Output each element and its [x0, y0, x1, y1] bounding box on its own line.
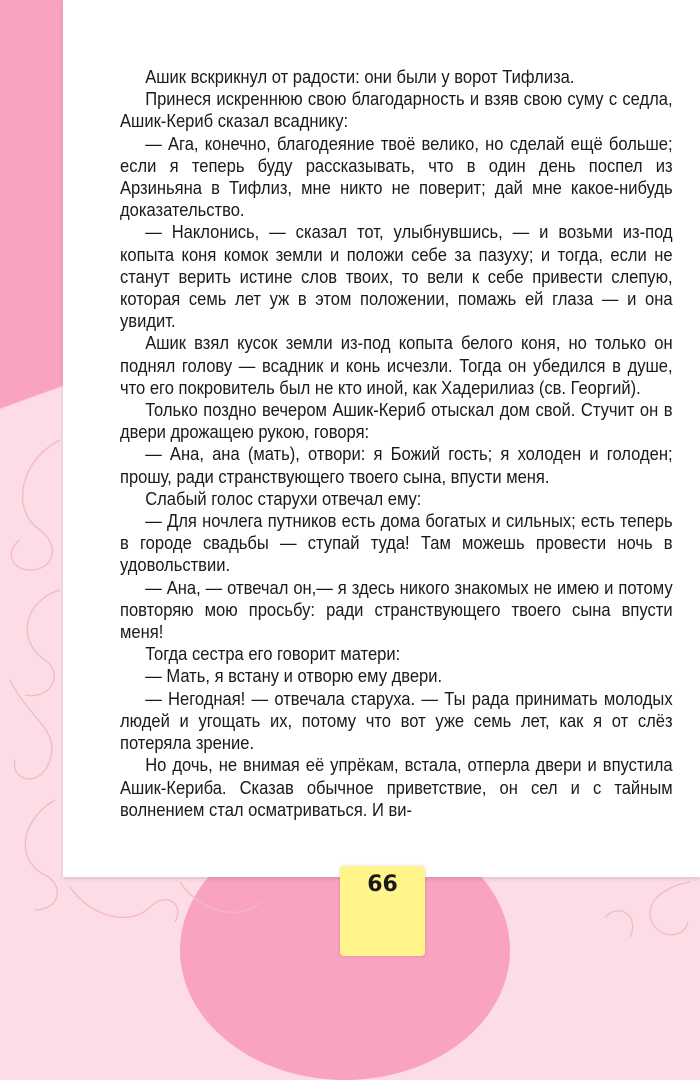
paragraph: — Ага, конечно, благодеяние твоё велико, но сделай ещё больше; если я теперь буду рассказывать, что в один день поспел из Арзиньяна в Тифлиз, мне никто не поверит; дай мне какое-нибудь доказательство. — [120, 132, 673, 221]
page-number-tab — [340, 866, 425, 956]
paragraph: — Наклонись, — сказал тот, улыбнувшись, — и возьми из-под копыта коня комок земли и положи себе за пазуху; и тогда, если не станут верить истине слов твоих, то вели к себе привести слепую, которая семь лет уж в этом положении, помажь ей глаза — и она увидит. — [120, 221, 673, 332]
paragraph: — Для ночлега путников есть дома богатых и сильных; есть теперь в городе свадьбы — ступай туда! Там можешь провести ночь в удовольствии. — [120, 510, 673, 576]
paragraph: Но дочь, не внимая её упрёкам, встала, отперла двери и впустила Ашик-Кериба. Сказав обычное приветствие, он сел и с тайным волнением стал осматриваться. И ви- — [120, 754, 673, 820]
story-text — [120, 66, 673, 821]
paragraph: — Мать, я встану и отворю ему двери. — [145, 665, 443, 687]
paragraph: Ашик взял кусок земли из-под копыта белого коня, но только он поднял голову — всадник и конь исчезли. Тогда он убедился в душе, что его покровитель был не кто иной, как Хадерилиаз (св. Георгий). — [120, 332, 673, 398]
page-number: 66 — [367, 872, 398, 897]
text-page — [63, 0, 700, 877]
paragraph: — Ана, — отвечал он,— я здесь никого знакомых не имею и потому повторяю мою просьбу: ради странствующего твоего сына впусти меня! — [120, 576, 673, 643]
paragraph: — Ана, ана (мать), отвори: я Божий гость; я холоден и голоден; прошу, ради странствующего твоего сына, впусти меня. — [120, 443, 673, 487]
paragraph: Ашик вскрикнул от радости: они были у ворот Тифлиза. — [145, 66, 575, 87]
paragraph: Слабый голос старухи отвечал ему: — [145, 487, 422, 509]
left-pink-border — [0, 0, 63, 948]
paragraph: Тогда сестра его говорит матери: — [145, 643, 401, 665]
paragraph: Принеся искреннюю свою благодарность и взяв свою суму с седла, Ашик-Кериб сказал всаднику: — [120, 88, 673, 132]
paragraph: Только поздно вечером Ашик-Кериб отыскал дом свой. Стучит он в двери дрожащею рукою, говоря: — [120, 399, 673, 443]
paragraph: — Негодная! — отвечала старуха. — Ты рада принимать молодых людей и угощать их, потому что вот уже семь лет, как я от слёз потеряла зрение. — [120, 687, 673, 754]
ornament-bottom-right-icon — [560, 877, 700, 948]
